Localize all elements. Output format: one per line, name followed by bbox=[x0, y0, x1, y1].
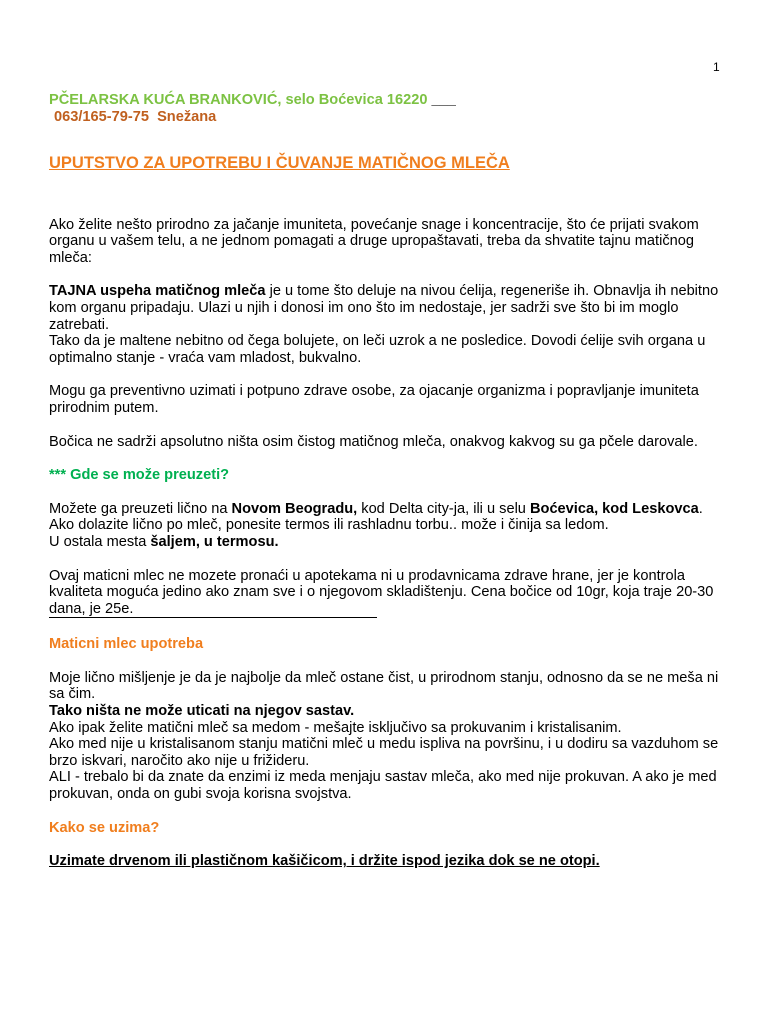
secret-line2: Tako da je maltene nebitno od čega bolujete, on leči uzrok a ne posledice. Dovodi ćelije svih organa u optimalno stanje - vraća vam mladost, bukvalno. bbox=[49, 333, 706, 366]
secret-lead: TAJNA uspeha matičnog mleča bbox=[49, 283, 266, 300]
pickup-text-b: kod Delta city-ja, ili u selu bbox=[357, 500, 530, 517]
company-trail: ___ bbox=[427, 92, 456, 108]
preventive-paragraph: Mogu ga preventivno uzimati i potpuno zdrave osobe, za ojacanje organizma i popravljanje imuniteta prirodnim putem. bbox=[49, 383, 699, 416]
usage-crystal: Ako med nije u kristalisanom stanju matični mleč u medu ispliva na površinu, i u dodiru sa vazduhom se brzo iskvari, naročito ako nije u frižideru. bbox=[49, 736, 719, 769]
where-heading: *** Gde se može preuzeti? bbox=[49, 467, 230, 484]
page-number: 1 bbox=[713, 60, 720, 74]
secret-paragraph bbox=[49, 283, 719, 333]
phone-number: 063/165-79-75 bbox=[54, 109, 149, 125]
document-body bbox=[49, 92, 719, 870]
intro-paragraph: Ako želite nešto prirodno za jačanje imuniteta, povećanje snage i koncentracije, što će prijati svakom organu u vašem telu, a ne jednom pomagati a druge upropaštavati, treba da shvatite tajnu matičnog mleča: bbox=[49, 216, 699, 266]
how-heading: Kako se uzima? bbox=[49, 819, 160, 836]
where-shipping bbox=[49, 534, 719, 551]
pickup-location-1: Novom Beogradu, bbox=[231, 500, 358, 517]
usage-honey-mix: Ako ipak želite matični mleč sa medom - mešajte isključivo sa prokuvanim i kristalisanim. bbox=[49, 719, 622, 736]
usage-heading: Maticni mlec upotreba bbox=[49, 636, 204, 653]
header-company-line bbox=[49, 92, 719, 109]
where-pickup bbox=[49, 501, 719, 518]
document-title: UPUTSTVO ZA UPOTREBU I ČUVANJE MATIČNOG MLEČA bbox=[49, 154, 510, 172]
company-name: PČELARSKA KUĆA BRANKOVIĆ, selo Boćevica 16220 bbox=[49, 92, 428, 108]
usage-bold-statement: Tako ništa ne može uticati na njegov sastav. bbox=[49, 703, 355, 720]
shipping-bold: šaljem, u termosu. bbox=[150, 533, 279, 550]
pickup-text-a: Možete ga preuzeti lično na bbox=[49, 500, 232, 517]
bottle-paragraph: Bočica ne sadrži apsolutno ništa osim čistog matičnog mleča, onakvog kakvog su ga pčele darovale. bbox=[49, 433, 698, 450]
secret-text: je u tome što deluje na nivou ćelija, regeneriše ih. Obnavlja ih nebitno kom organu pripadaju. Ulazi u njih i donosi im ono što im nedostaje, jer sadrži sve što bi im moglo zatrebati. bbox=[49, 283, 719, 333]
pickup-location-2: Boćevica, kod Leskovca bbox=[529, 500, 699, 517]
pickup-text-end: . bbox=[698, 500, 703, 517]
contact-name: Snežana bbox=[157, 109, 217, 125]
where-thermos: Ako dolazite lično po mleč, ponesite termos ili rashladnu torbu.. može i činija sa ledom. bbox=[49, 517, 609, 534]
divider-line bbox=[49, 617, 377, 618]
how-instruction: Uzimate drvenom ili plastičnom kašičicom, i držite ispod jezika dok se ne otopi. bbox=[49, 853, 600, 870]
where-price: Ovaj maticni mlec ne mozete pronaći u apotekama ni u prodavnicama zdrave hrane, jer je kontrola kvaliteta moguća jedino ako znam sve i o njegovom skladištenju. Cena bočice od 10gr, koja traje 20-30 dana, je 25e. bbox=[49, 567, 714, 617]
shipping-text: U ostala mesta bbox=[49, 533, 151, 550]
usage-enzymes: ALI - trebalo bi da znate da enzimi iz meda menjaju sastav mleča, ako med nije prokuvan. A ako je med prokuvan, onda on gubi svoja korisna svojstva. bbox=[49, 769, 717, 803]
usage-opinion: Moje lično mišljenje je da je najbolje da mleč ostane čist, u prirodnom stanju, odnosno da se ne meša ni sa čim. bbox=[49, 669, 719, 703]
header-contact-line bbox=[49, 109, 719, 126]
